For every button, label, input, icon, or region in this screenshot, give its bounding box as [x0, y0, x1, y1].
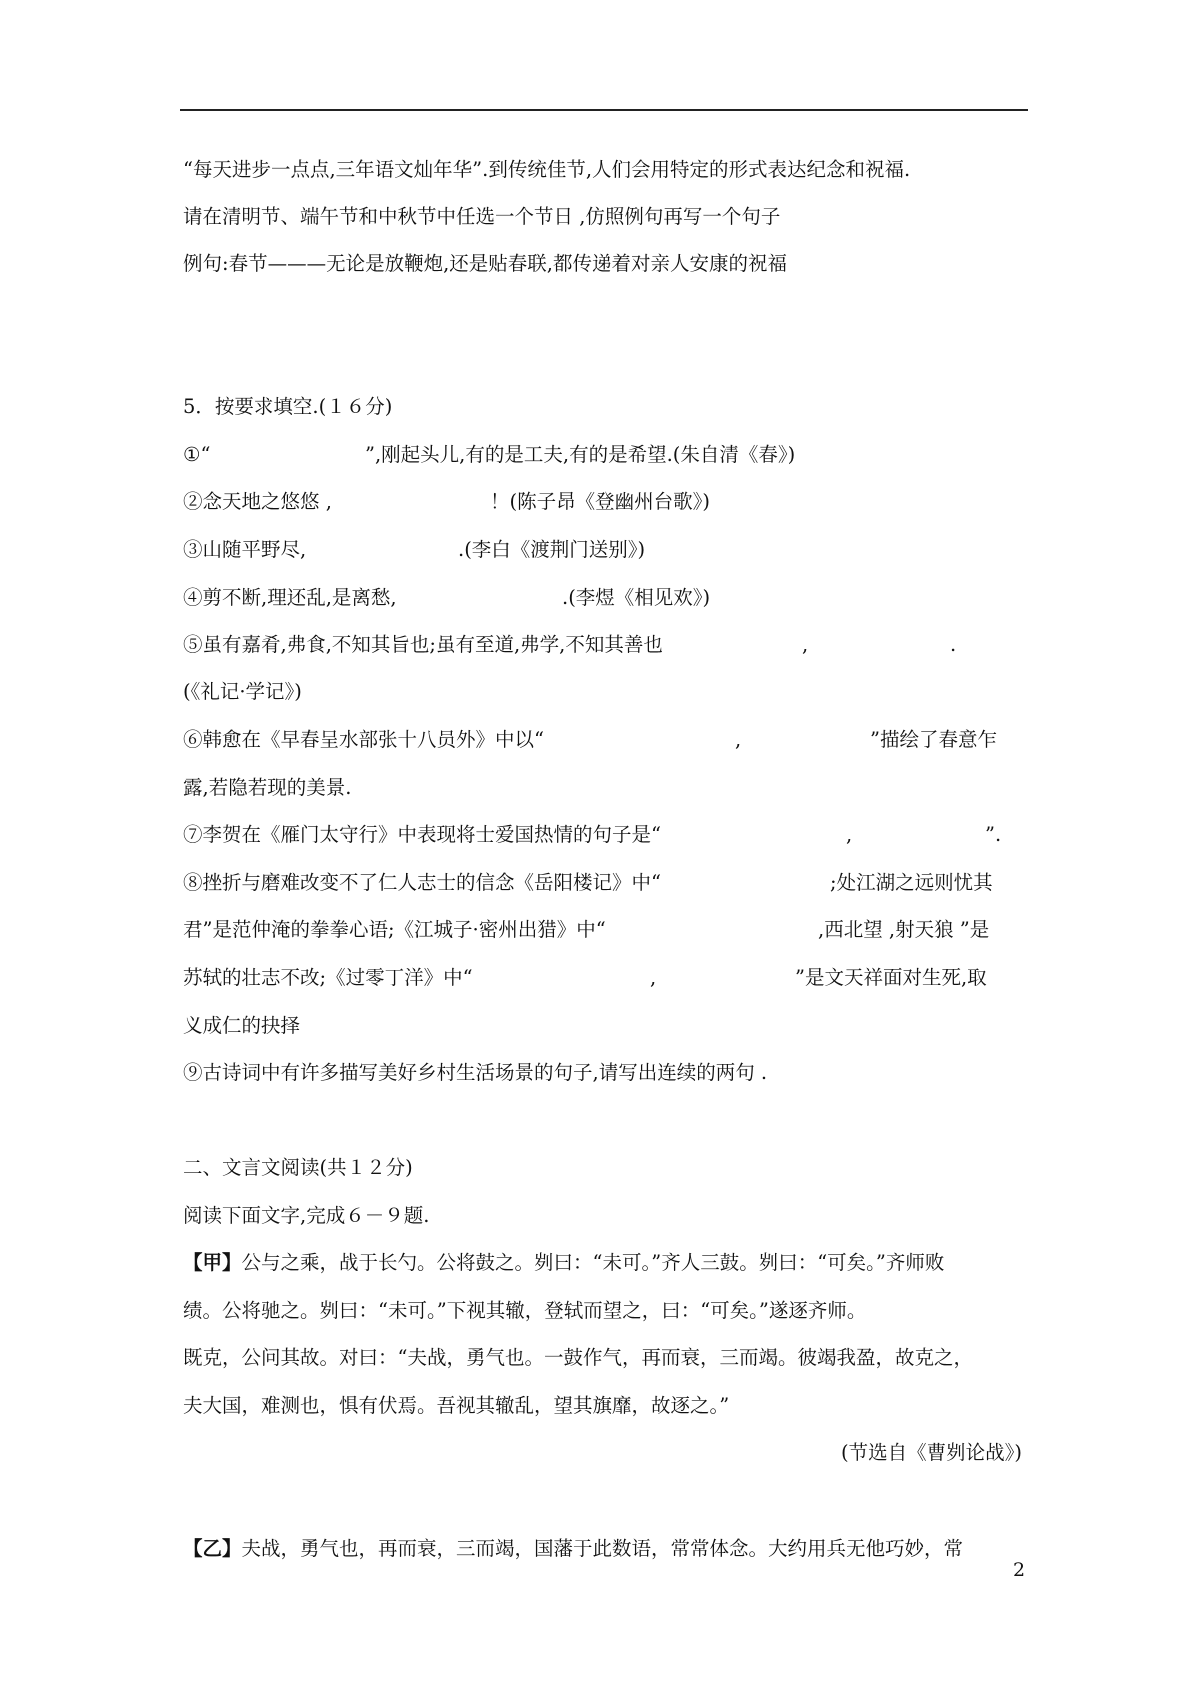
q5-item-2-end: ！(陈子昂《登幽州台歌》)	[490, 490, 710, 513]
q5-item-1-start: ①“	[183, 443, 211, 466]
passage-jia-line-2: 绩。公将驰之。刿曰：“未可。”下视其辙，登轼而望之，曰：“可矣。”遂逐齐师。	[183, 1299, 867, 1322]
q5-item-6-continued: 露,若隐若现的美景.	[183, 776, 352, 799]
q5-item-5-comma: ,	[802, 633, 809, 656]
q5-item-8-line-3: 苏轼的壮志不改;《过零丁洋》中“	[183, 966, 473, 989]
q5-item-8-part-6: ”是文天祥面对生死,取	[795, 966, 987, 989]
passage-jia-line-3: 既克，公问其故。对曰：“夫战，勇气也。一鼓作气，再而衰，三而竭。彼竭我盈，故克之，	[183, 1346, 973, 1369]
q5-item-5-period: .	[950, 633, 957, 656]
q5-item-3-start: ③山随平野尽,	[183, 538, 307, 561]
q5-item-6-comma: ,	[735, 728, 742, 751]
section-2-instructions: 阅读下面文字,完成６－９题.	[183, 1204, 430, 1227]
q5-item-8-start: ⑧挫折与磨难改变不了仁人志士的信念《岳阳楼记》中“	[183, 871, 661, 894]
q5-item-7-start: ⑦李贺在《雁门太守行》中表现将士爱国热情的句子是“	[183, 823, 661, 846]
q5-item-2-start: ②念天地之悠悠 ,	[183, 490, 332, 513]
page-number: 2	[1013, 1559, 1026, 1581]
intro-line-1: “每天进步一点点,三年语文灿年华”.到传统佳节,人们会用特定的形式表达纪念和祝福.	[183, 158, 911, 181]
q5-item-9: ⑨古诗词中有许多描写美好乡村生活场景的句子,请写出连续的两句 .	[183, 1061, 768, 1084]
q5-item-4-start: ④剪不断,理还乱,是离愁,	[183, 586, 397, 609]
q5-item-8-comma: ,	[650, 966, 657, 989]
q5-item-7-end: ”.	[985, 823, 1002, 846]
intro-line-2: 请在清明节、端午节和中秋节中任选一个节日 ,仿照例句再写一个句子	[183, 205, 781, 228]
intro-line-3: 例句:春节———无论是放鞭炮,还是贴春联,都传递着对亲人安康的祝福	[183, 252, 787, 275]
question-5-title: 5．按要求填空.(１６分)	[183, 395, 393, 418]
q5-item-8-part-2: ;处江湖之远则忧其	[830, 871, 993, 894]
q5-item-5-start: ⑤虽有嘉肴,弗食,不知其旨也;虽有至道,弗学,不知其善也	[183, 633, 663, 656]
section-2-title: 二、文言文阅读(共１２分)	[183, 1156, 413, 1179]
q5-item-8-line-4: 义成仁的抉择	[183, 1014, 301, 1037]
q5-item-3-end: .(李白《渡荆门送别》)	[458, 538, 646, 561]
passage-jia-mark: 【甲】	[183, 1251, 242, 1274]
q5-item-8-line-2: 君”是范仲淹的拳拳心语;《江城子·密州出猎》中“	[183, 918, 606, 941]
q5-item-6-end: ”描绘了春意乍	[870, 728, 997, 751]
passage-yi-line-1	[183, 1537, 963, 1561]
q5-item-7-comma: ,	[846, 823, 853, 846]
q5-item-1-end: ”,刚起头儿,有的是工夫,有的是希望.(朱自清《春》)	[365, 443, 796, 466]
q5-item-6-start: ⑥韩愈在《早春呈水部张十八员外》中以“	[183, 728, 544, 751]
q5-item-5-source: (《礼记·学记》)	[183, 680, 302, 703]
q5-item-8-part-4: ,西北望 ,射天狼 ”是	[818, 918, 990, 941]
passage-yi-text-1: 夫战，勇气也，再而衰，三而竭，国藩于此数语，常常体念。大约用兵无他巧妙，常	[241, 1537, 964, 1560]
passage-jia-text-1: 公与之乘，战于长勺。公将鼓之。刿曰：“未可。”齐人三鼓。刿曰：“可矣。”齐师败	[241, 1251, 945, 1274]
passage-jia-source: (节选自《曹刿论战》)	[841, 1441, 1022, 1464]
passage-jia-line-4: 夫大国，难测也，惧有伏焉。吾视其辙乱，望其旗靡，故逐之。”	[183, 1394, 730, 1417]
passage-jia-line-1	[183, 1251, 944, 1275]
header-rule	[180, 109, 1028, 111]
passage-yi-mark: 【乙】	[183, 1537, 242, 1560]
q5-item-4-end: .(李煜《相见欢》)	[562, 586, 711, 609]
